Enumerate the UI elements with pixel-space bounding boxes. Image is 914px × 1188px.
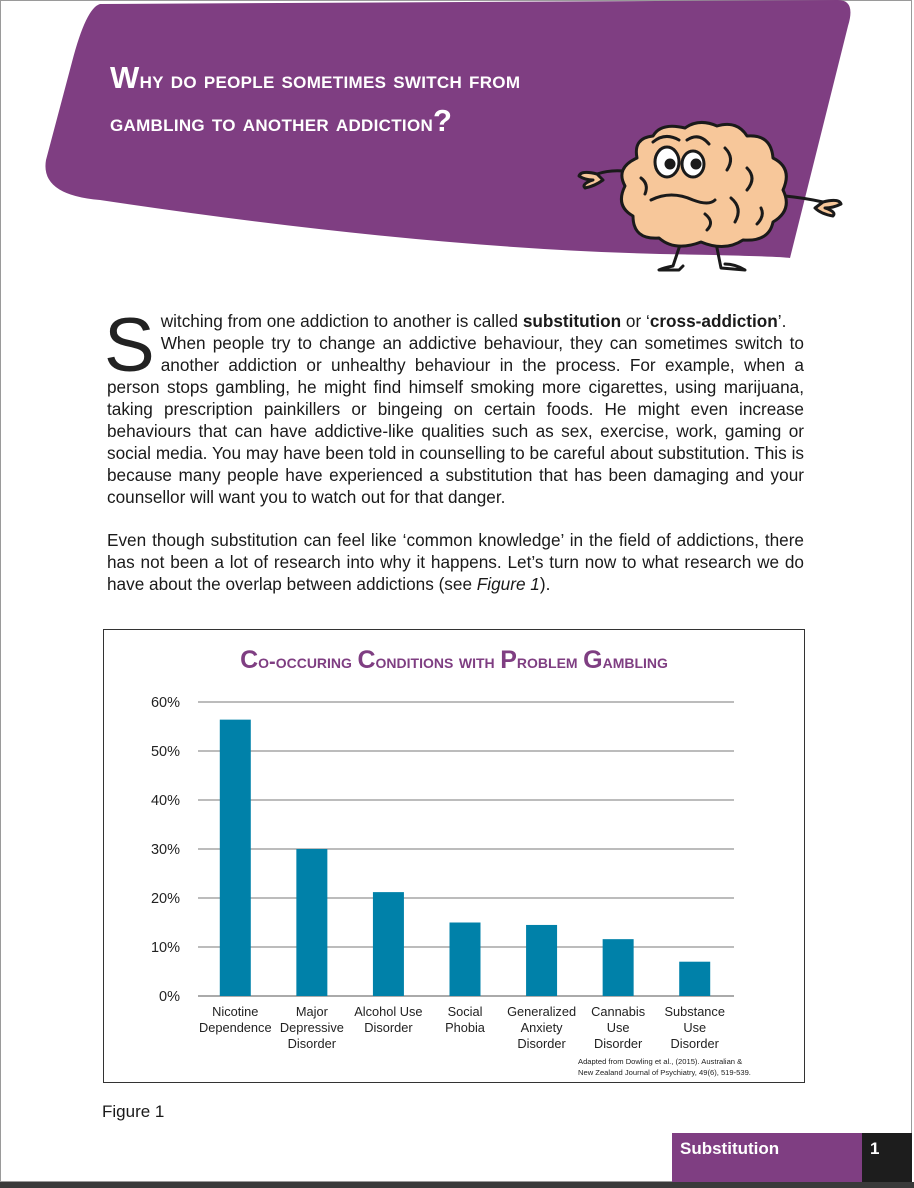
bar bbox=[679, 962, 710, 996]
paragraph-2: Even though substitution can feel like ‘common knowledge’ in the field of addictions, there has not been a lot of research into why it happens. Let’s turn now to what research we do have about the overlap between addictions (see Figure 1). bbox=[107, 530, 804, 594]
x-tick-label: Disorder bbox=[517, 1036, 566, 1051]
x-tick-label: Dependence bbox=[198, 1020, 272, 1035]
x-tick-label: Phobia bbox=[445, 1020, 485, 1035]
y-tick-label: 10% bbox=[150, 940, 180, 956]
bar bbox=[220, 720, 251, 996]
x-tick-label: Major bbox=[295, 1004, 328, 1019]
bar bbox=[373, 892, 404, 996]
y-tick-label: 20% bbox=[150, 891, 180, 907]
x-tick-label: Substance bbox=[664, 1004, 725, 1019]
x-tick-label: Depressive bbox=[279, 1020, 344, 1035]
x-tick-label: Generalized bbox=[507, 1004, 577, 1019]
chart-figure bbox=[103, 629, 805, 1083]
paragraph-1: Switching from one addiction to another is called substitution or ‘cross-addiction’. When people try to change an addictive behaviour, they can sometimes switch to another addiction or unhealthy behaviour in the process. For example, when a person stops gambling, he might find himself smoking more cigarettes, using marijuana, taking prescription painkillers or bingeing on certain foods. He might even increase behaviours that can have addictive-like qualities such as sex, exercise, work, gaming or social media. You may have been told in counselling to be careful about substitution. This is because many people have experienced a substitution that has been damaging and your counsellor will want you to watch out for that danger. bbox=[104, 303, 804, 507]
page-title: Why do people sometimes switch from gambling to another addiction? bbox=[110, 60, 521, 138]
x-tick-label: Cannabis bbox=[591, 1004, 646, 1019]
x-tick-label: Disorder bbox=[670, 1036, 719, 1051]
bar-chart bbox=[104, 630, 804, 1082]
x-tick-label: Disorder bbox=[287, 1036, 337, 1051]
drop-cap: S bbox=[104, 303, 155, 388]
y-tick-label: 40% bbox=[150, 793, 180, 809]
y-tick-label: 60% bbox=[150, 695, 180, 711]
x-tick-label: Nicotine bbox=[212, 1004, 259, 1019]
y-tick-label: 30% bbox=[150, 842, 180, 858]
intro-body bbox=[104, 303, 804, 595]
confused-brain-mascot-icon bbox=[575, 118, 845, 278]
figure-caption: Figure 1 bbox=[102, 1102, 165, 1121]
x-tick-label: Use bbox=[683, 1020, 707, 1035]
x-tick-label: Use bbox=[606, 1020, 630, 1035]
page-number-box bbox=[862, 1133, 912, 1182]
bar bbox=[603, 939, 634, 996]
bottom-strip bbox=[0, 1182, 914, 1188]
page-number: 1 bbox=[870, 1139, 880, 1158]
bar bbox=[450, 923, 481, 997]
y-tick-label: 0% bbox=[159, 989, 180, 1005]
x-tick-label: Disorder bbox=[364, 1020, 413, 1035]
footer-section-label: Substitution bbox=[680, 1139, 780, 1158]
footer-section-tab bbox=[672, 1133, 862, 1182]
bar bbox=[296, 849, 327, 996]
chart-source-note: Adapted from Dowling et al., (2015). Australian & New Zealand Journal of Psychiatry, 49(6), 519-539. bbox=[578, 1057, 751, 1077]
bar bbox=[526, 925, 557, 996]
y-tick-label: 50% bbox=[150, 744, 180, 760]
x-tick-label: Disorder bbox=[593, 1036, 643, 1051]
x-tick-label: Alcohol Use bbox=[354, 1004, 423, 1019]
chart-title: Co-occuring Conditions with Problem Gambling bbox=[240, 646, 668, 674]
x-tick-label: Anxiety bbox=[520, 1020, 563, 1035]
x-tick-label: Social bbox=[447, 1004, 483, 1019]
